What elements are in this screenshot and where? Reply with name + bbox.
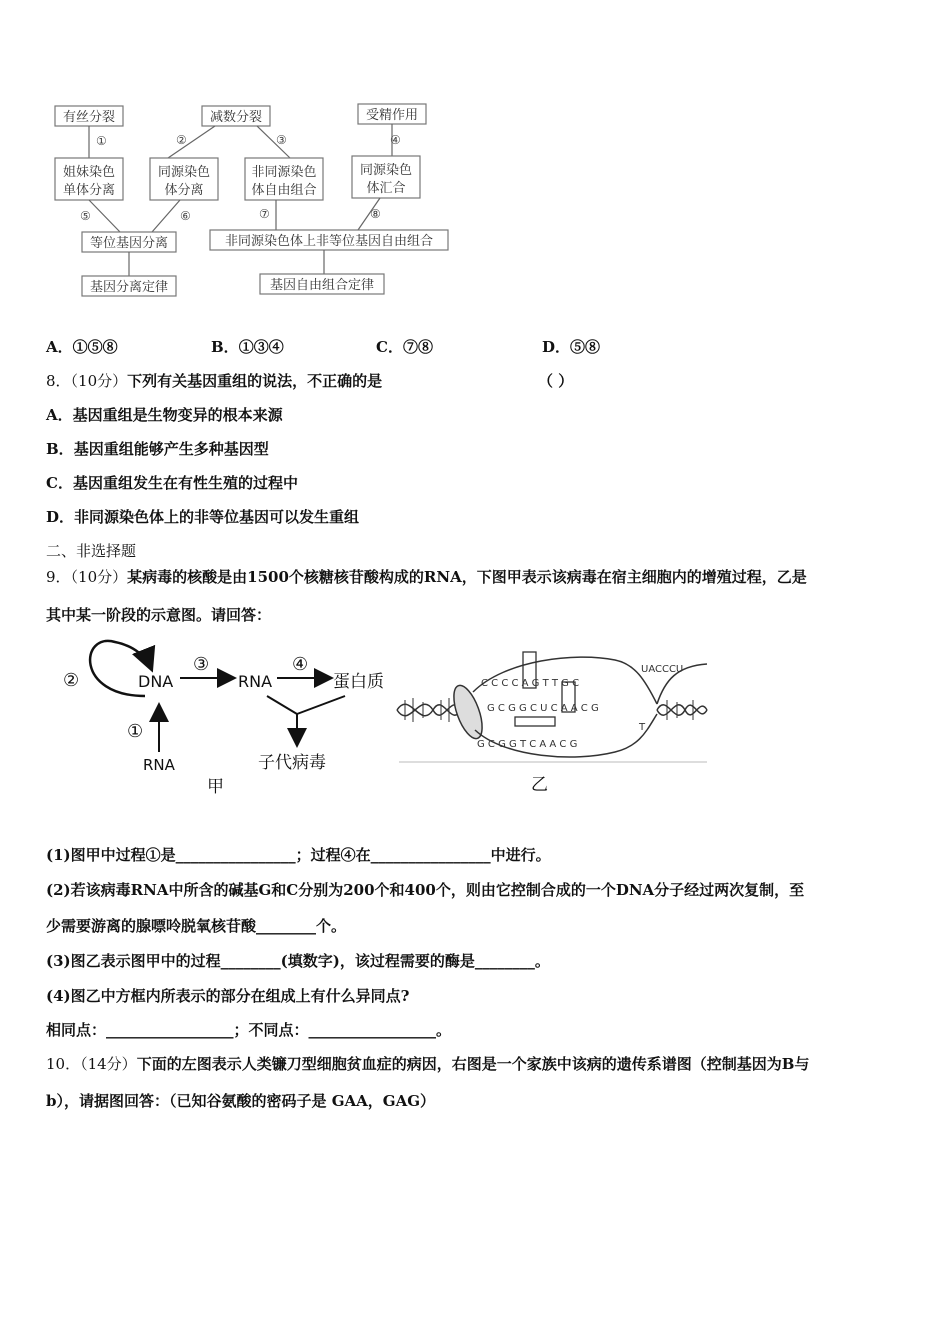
option-letter: C． bbox=[46, 474, 73, 492]
option-letter: D． bbox=[542, 338, 571, 356]
label-circled-1: ① bbox=[127, 721, 144, 742]
box-nonhomolog-line1: 非同源染色 bbox=[251, 165, 317, 180]
option-text: 基因重组发生在有性生殖的过程中 bbox=[72, 474, 298, 492]
strand-mid: G C G G C U C A A C G bbox=[487, 703, 599, 714]
node-offspring-virus: 子代病毒 bbox=[258, 753, 326, 773]
option-text: 基因重组能够产生多种基因型 bbox=[73, 440, 269, 458]
option-text: ①⑤⑧ bbox=[72, 338, 118, 356]
q9-line1: 某病毒的核酸是由1500个核糖核苷酸构成的RNA，下图甲表示该病毒在宿主细胞内的增殖过程，乙是 bbox=[127, 568, 807, 586]
strand-bottom: G C G G T C A A C G bbox=[477, 739, 578, 750]
q10-stem-line2: b），请据图回答：（已知谷氨酸的密码子是 GAA，GAG） bbox=[46, 1092, 436, 1110]
q10-line1: 下面的左图表示人类镰刀型细胞贫血症的病因，右图是一个家族中该病的遗传系谱图（控制基因为B与 bbox=[136, 1055, 810, 1073]
box-sister-line1: 姐妹染色 bbox=[62, 165, 116, 180]
box-mitosis: 有丝分裂 bbox=[62, 110, 116, 125]
option-letter: C． bbox=[376, 338, 403, 356]
label-circled-4: ④ bbox=[292, 654, 309, 675]
option-text: 基因重组是生物变异的根本来源 bbox=[72, 406, 283, 424]
option-letter: D． bbox=[46, 508, 75, 526]
q8-option-a bbox=[46, 404, 283, 425]
q9-sub2-line2: 少需要游离的腺嘌呤脱氧核苷酸________个。 bbox=[46, 917, 347, 935]
box-homolog-sep-line2: 体分离 bbox=[164, 183, 204, 198]
option-text: ①③④ bbox=[238, 338, 284, 356]
option-letter: A． bbox=[46, 338, 73, 356]
label-circled-2: ② bbox=[63, 670, 80, 691]
label-3: ③ bbox=[276, 133, 287, 147]
q8-stem bbox=[46, 370, 382, 391]
option-letter: A． bbox=[46, 406, 73, 424]
box-homolog-join-line1: 同源染色 bbox=[359, 163, 413, 178]
caption-yi: 乙 bbox=[531, 775, 548, 795]
label-7: ⑦ bbox=[259, 207, 270, 221]
option-letter: B． bbox=[46, 440, 74, 458]
q8-answer-paren: （ ） bbox=[538, 372, 574, 390]
q9-sub2-line1: (2)若该病毒RNA中所含的碱基G和C分别为200个和400个，则由它控制合成的一个DNA分子经过两次复制，至 bbox=[46, 881, 805, 899]
figure-jia bbox=[55, 632, 405, 802]
figure-yi bbox=[395, 630, 713, 800]
box-homolog-join-line2: 体汇合 bbox=[366, 181, 406, 196]
q9-stem-line2: 其中某一阶段的示意图。请回答： bbox=[46, 606, 272, 624]
q7-option-c bbox=[376, 336, 433, 357]
q10-stem-line1 bbox=[46, 1053, 809, 1074]
label-circled-3: ③ bbox=[193, 654, 210, 675]
option-text: ⑤⑧ bbox=[570, 338, 601, 356]
box-allele-separation: 等位基因分离 bbox=[89, 236, 169, 251]
node-rna-mid: RNA bbox=[238, 672, 273, 691]
q7-option-d bbox=[542, 336, 600, 357]
section-heading: 二、非选择题 bbox=[46, 542, 137, 560]
q8-prefix: 8．（10分） bbox=[46, 372, 128, 390]
q8-option-b bbox=[46, 438, 269, 459]
q9-sub1: (1)图甲中过程①是________________；过程④在________________中进行。 bbox=[46, 846, 551, 864]
box-homolog-sep-line1: 同源染色 bbox=[157, 165, 211, 180]
q9-prefix: 9．（10分） bbox=[46, 568, 128, 586]
strand-top: C C C C A G T T G C bbox=[481, 678, 580, 689]
option-text: 非同源染色体上的非等位基因可以发生重组 bbox=[74, 508, 360, 526]
highlight-box-center bbox=[515, 717, 555, 726]
box-nonhomolog-line2: 体自由组合 bbox=[251, 183, 317, 198]
box-sister-line2: 单体分离 bbox=[62, 183, 116, 198]
box-law-independent: 基因自由组合定律 bbox=[269, 278, 375, 293]
option-letter: B． bbox=[211, 338, 239, 356]
q8-option-d bbox=[46, 506, 359, 527]
node-protein: 蛋白质 bbox=[333, 672, 384, 692]
t-label: T bbox=[639, 722, 646, 733]
label-6: ⑥ bbox=[180, 209, 191, 223]
q8-option-c bbox=[46, 472, 298, 493]
box-fertilization: 受精作用 bbox=[365, 108, 419, 123]
strand-tail: UACCCU bbox=[641, 664, 684, 675]
q7-option-b bbox=[211, 336, 284, 357]
label-5: ⑤ bbox=[80, 209, 91, 223]
q9-stem-line1 bbox=[46, 566, 807, 587]
option-text: ⑦⑧ bbox=[402, 338, 433, 356]
box-law-segregation: 基因分离定律 bbox=[89, 280, 169, 295]
enzyme-oval bbox=[448, 682, 488, 742]
node-rna-bottom: RNA bbox=[143, 756, 175, 774]
q8-stem-text: 下列有关基因重组的说法，不正确的是 bbox=[127, 372, 383, 390]
box-nonallele-combination: 非同源染色体上非等位基因自由组合 bbox=[224, 234, 434, 249]
node-dna: DNA bbox=[138, 672, 174, 691]
label-8: ⑧ bbox=[370, 207, 381, 221]
q9-sub4: (4)图乙中方框内所表示的部分在组成上有什么异同点? bbox=[46, 987, 410, 1005]
label-1: ① bbox=[96, 134, 107, 148]
q9-sub4-answer-line: 相同点：_________________；不同点：_________________。 bbox=[46, 1021, 452, 1039]
label-4: ④ bbox=[390, 133, 401, 147]
label-2: ② bbox=[176, 133, 187, 147]
box-meiosis: 减数分裂 bbox=[209, 110, 263, 125]
q10-prefix: 10．（14分） bbox=[46, 1055, 137, 1073]
q7-option-a bbox=[46, 336, 118, 357]
caption-jia: 甲 bbox=[207, 777, 224, 797]
genetics-flowchart bbox=[40, 98, 460, 308]
q9-sub3: (3)图乙表示图甲中的过程________(填数字)，该过程需要的酶是________。 bbox=[46, 952, 550, 970]
